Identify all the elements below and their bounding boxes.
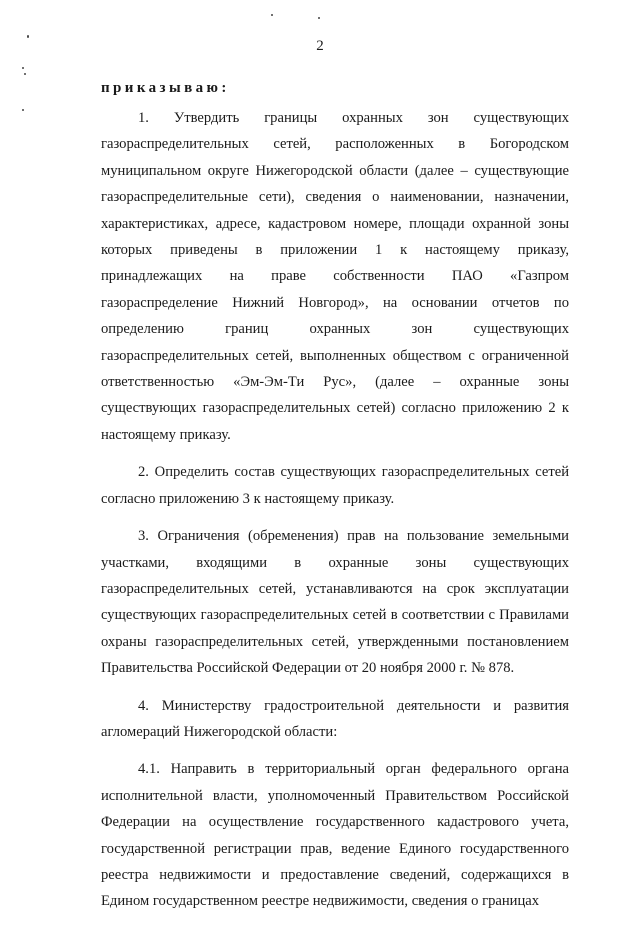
scan-speck xyxy=(22,109,24,111)
scan-speck xyxy=(27,35,29,38)
paragraph-4: 4. Министерству градостроительной деятельности и развития агломераций Нижегородской области: xyxy=(101,697,569,740)
scan-speck xyxy=(22,67,24,69)
paragraph-1: 1. Утвердить границы охранных зон существующих газораспределительных сетей, расположенных в Богородском муниципальном округе Нижегородской области (далее – существующие газораспределительные сети), сведения о наименовании, назначении, характеристиках, адресе, кадастровом номере, площади охранной зоны которых приведены в приложении 1 к настоящему приказу, принадлежащих на праве собственности ПАО «Газпром газораспределение Нижний Новгород», на основании отчетов по определению границ охранных зон существующих газораспределительных сетей, выполненных обществом с ограниченной ответственностью «Эм-Эм-Ти Рус», (далее – охранные зоны существующих газораспределительных сетей) согласно приложению 2 к настоящему приказу. xyxy=(101,110,569,443)
scan-speck xyxy=(318,17,320,19)
paragraph-4-1: 4.1. Направить в территориальный орган федерального органа исполнительной власти, уполномоченный Правительством Российской Федерации на осуществление государственного кадастрового учета, государственной регистрации прав, ведение Единого государственного реестра недвижимости и предоставление сведений, содержащихся в Едином государственном реестре недвижимости, сведения о границах xyxy=(101,761,569,910)
paragraph-2: 2. Определить состав существующих газораспределительных сетей согласно приложению 3 к настоящему приказу. xyxy=(101,464,569,507)
paragraph-3: 3. Ограничения (обременения) прав на пользование земельными участками, входящими в охранные зоны существующих газораспределительных сетей, устанавливаются на срок эксплуатации существующих газораспределительных сетей в соответствии с Правилами охраны газораспределительных сетей, утвержденными постановлением Правительства Российской Федерации от 20 ноября 2000 г. № 878. xyxy=(101,528,569,677)
page-number: 2 xyxy=(316,38,324,54)
scan-speck xyxy=(24,73,26,75)
document-body xyxy=(101,105,569,926)
order-heading: приказываю: xyxy=(101,80,230,96)
scan-speck xyxy=(271,14,273,16)
